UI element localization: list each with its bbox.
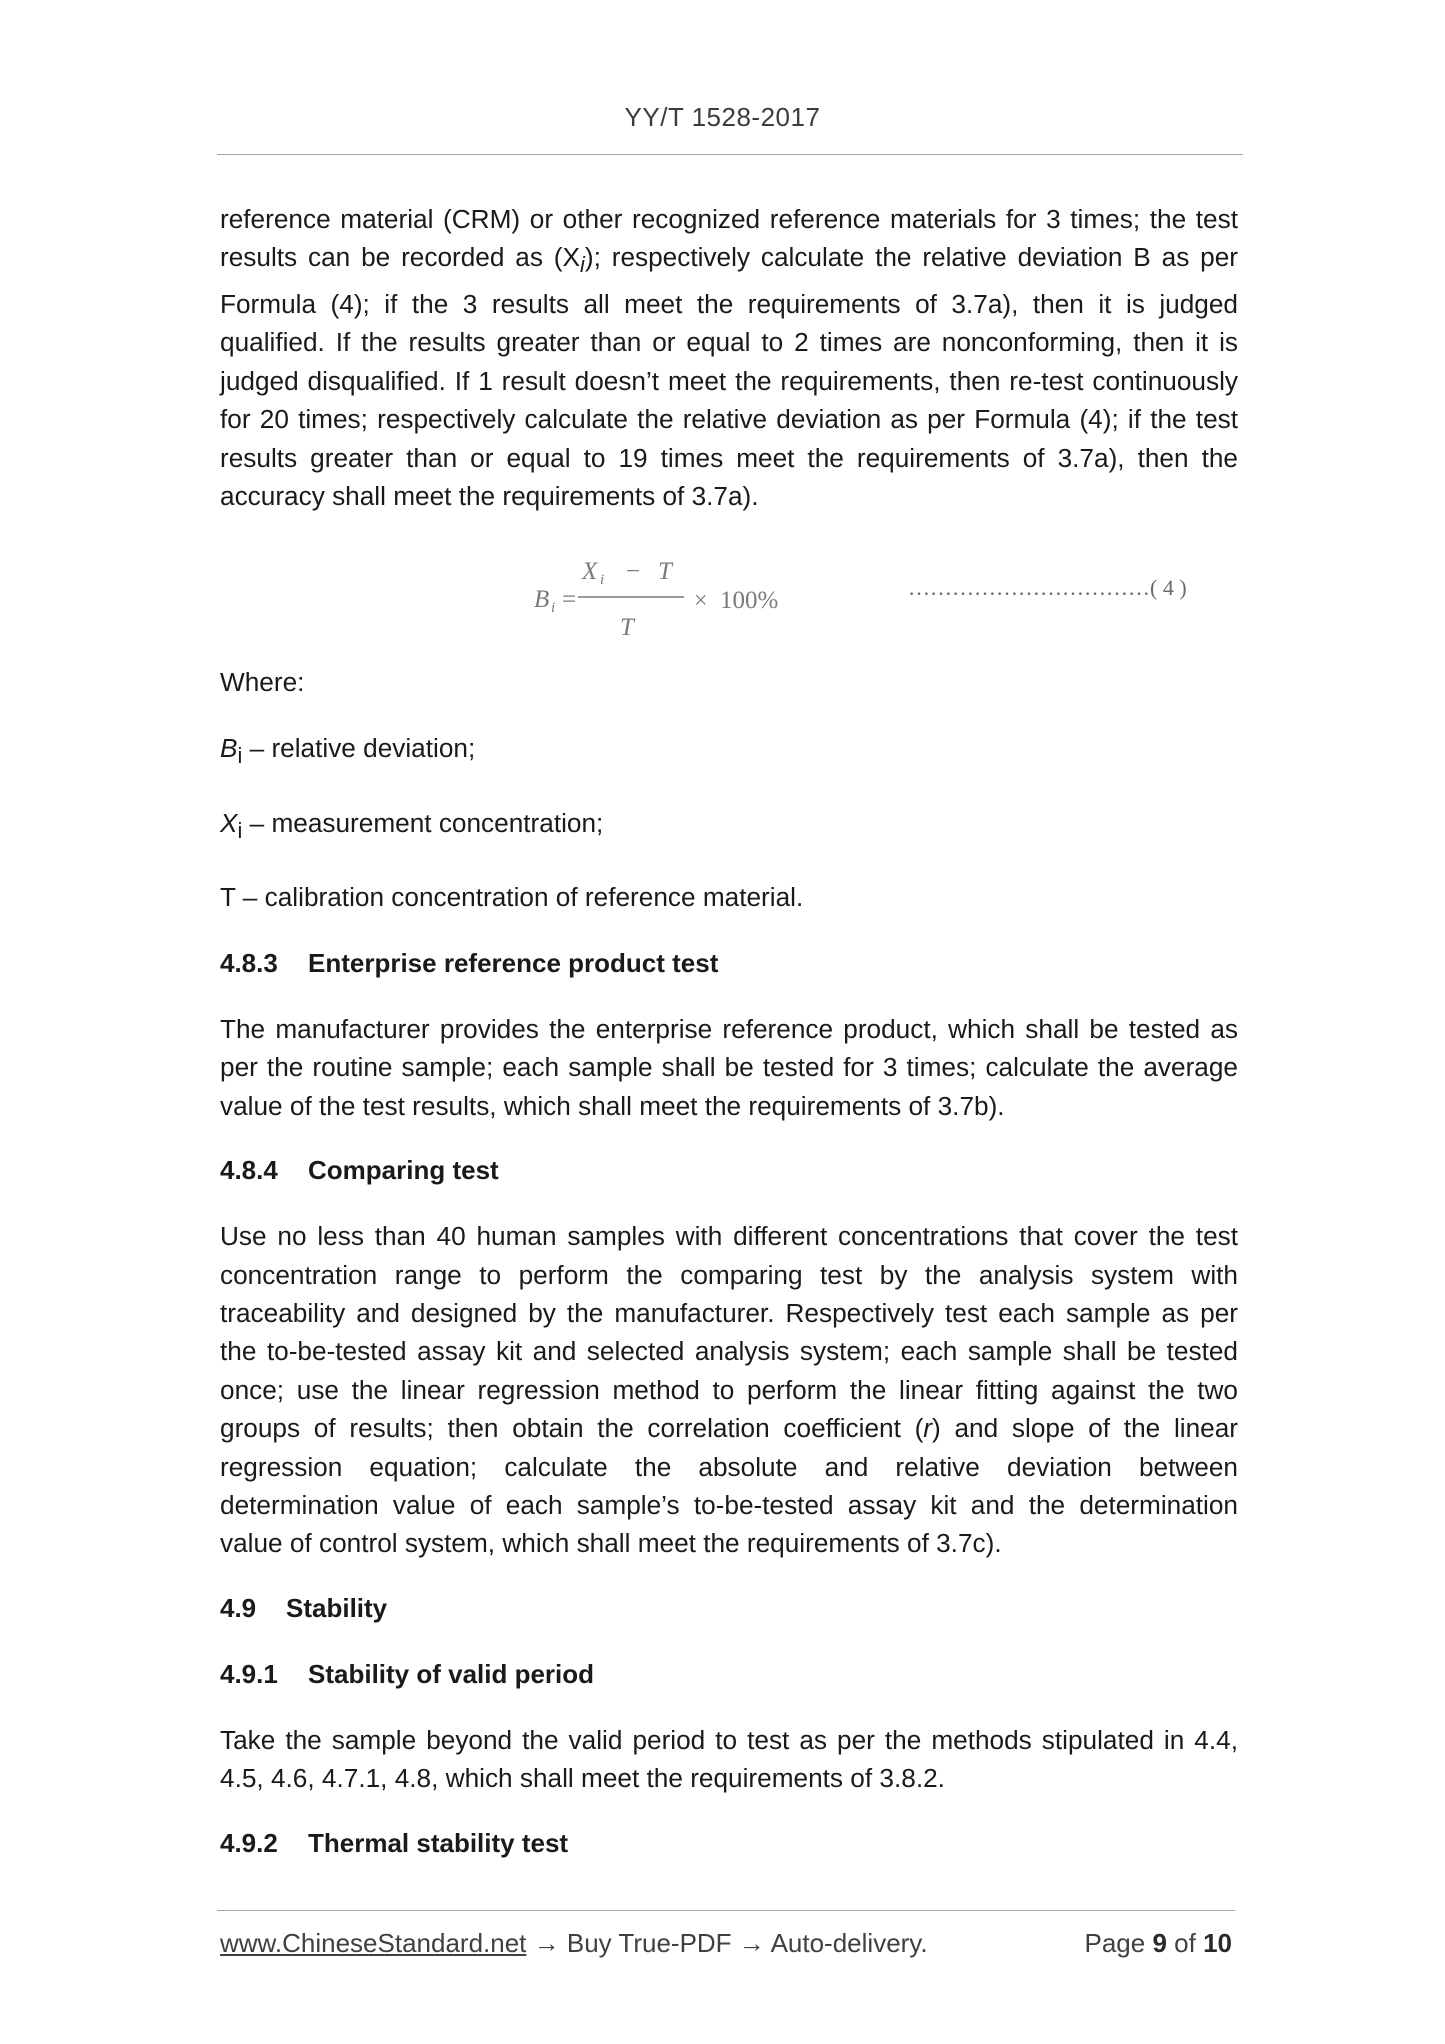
formula-4: [220, 541, 1238, 649]
heading-4-8-4: 4.8.4 Comparing test: [220, 1155, 499, 1186]
definition-bi: $B_i$ – relative deviation;: [220, 733, 476, 769]
formula-num-x: X: [582, 558, 598, 586]
document-body: [220, 200, 1238, 1890]
document-header: YY/T 1528-2017: [624, 102, 821, 132]
formula-lhs-sub: i: [551, 600, 556, 617]
definition-xi: $X_i$ – measurement concentration;: [220, 807, 604, 843]
paragraph-4-9-1: Take the sample beyond the valid period to test as per the methods stipulated in 4.4, 4.5, 4.6, 4.7.1, 4.8, which shall meet the requirements of 3.8.2.: [220, 1724, 1238, 1794]
formula-num-sub: i: [600, 572, 605, 589]
formula-graphic: [520, 541, 900, 649]
intro-paragraph: reference material (CRM) or other recognized reference materials for 3 times; the test results can be recorded as $(X_i)$; respectively calculate the relative deviation B as per Formula (4); if the 3 results all meet the requirements of 3.7a), then it is judged qualified. If the results greater than or equal to 2 times are nonconforming, then it is judged disqualified. If 1 result doesn’t meet the requirements, then re-test continuously for 20 times; respectively calculate the relative deviation as per Formula (4); if the test results greater than or equal to 19 times meet the requirements of 3.7a), then the accuracy shall meet the requirements of 3.7a).: [220, 204, 1238, 512]
formula-lhs: B: [534, 586, 550, 614]
page-footer: [220, 1928, 1232, 1959]
paragraph-4-8-4: Use no less than 40 human samples with different concentrations that cover the test concentration range to perform the comparing test by the analysis system with traceability and designed by the manufacturer. Respectively test each sample as per the to-be-tested assay kit and selected analysis system; each sample shall be tested once; use the linear regression method to perform the linear fitting against the two groups of results; then obtain the correlation coefficient (r) and slope of the linear regression equation; calculate the absolute and relative deviation between determination value of each sample’s to-be-tested assay kit and the determination value of control system, which shall meet the requirements of 3.7c).: [220, 1221, 1238, 1559]
formula-percent: 100%: [720, 587, 779, 615]
footer-divider: [217, 1910, 1235, 1911]
where-label: Where:: [220, 667, 305, 698]
page-indicator: Page 9 of 10: [1084, 1928, 1232, 1958]
paragraph-4-8-3: The manufacturer provides the enterprise reference product, which shall be tested as per the routine sample; each sample shall be tested for 3 times; calculate the average value of the test results, which shall meet the requirements of 3.7b).: [220, 1013, 1238, 1121]
heading-4-9-1: 4.9.1 Stability of valid period: [220, 1658, 595, 1689]
footer-promo: → Buy True-PDF → Auto-delivery.: [526, 1928, 928, 1958]
formula-num-t: T: [658, 558, 672, 586]
formula-number: ……………………………( 4 ): [908, 575, 1187, 601]
formula-equals: =: [562, 586, 577, 614]
heading-4-9: 4.9 Stability: [220, 1592, 388, 1623]
heading-4-8-3: 4.8.3 Enterprise reference product test: [220, 947, 719, 978]
formula-num-op: −: [626, 558, 641, 586]
formula-den: T: [620, 614, 634, 642]
heading-4-9-2: 4.9.2 Thermal stability test: [220, 1827, 569, 1858]
definition-t: T – calibration concentration of reference material.: [220, 881, 804, 912]
header-divider: [217, 154, 1243, 155]
formula-times: ×: [694, 588, 708, 615]
website-link[interactable]: www.ChineseStandard.net: [220, 1928, 527, 1958]
